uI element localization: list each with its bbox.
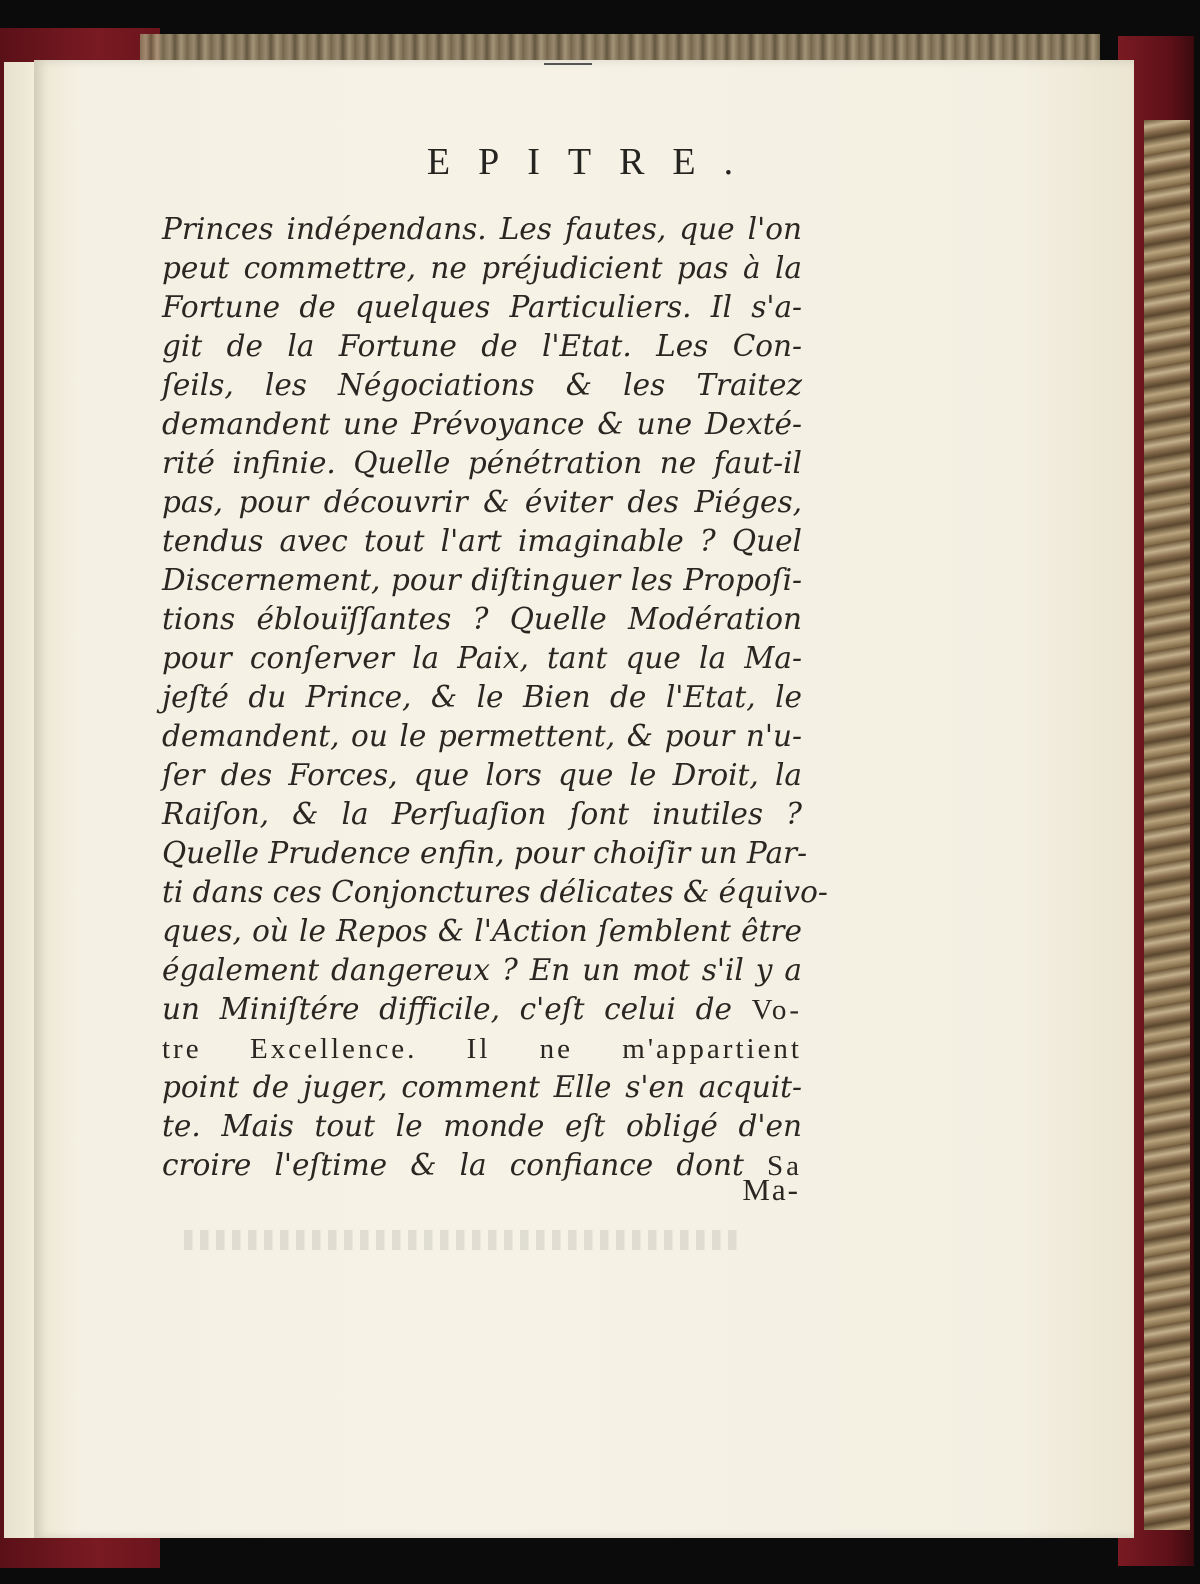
show-through: [184, 1230, 744, 1250]
text-line-with-smallcaps: [162, 1029, 802, 1068]
text-line: également dangereux ? En un mot s'il y a: [162, 953, 802, 987]
text-line: rité infinie. Quelle pénétration ne faut-il: [162, 446, 802, 480]
text-line: te. Mais tout le monde eſt obligé d'en: [162, 1109, 802, 1143]
smallcaps-sa: Sa: [766, 1150, 802, 1182]
text-line-with-smallcaps: [162, 990, 802, 1029]
marbled-page-edge: [1144, 120, 1190, 1530]
smallcaps-excellence: Excellence. Il ne m'appartient: [249, 1033, 802, 1065]
text-segment: croire l'eſtime & la confiance dont: [162, 1148, 744, 1182]
text-line: Discernement, pour diſtinguer les Propoſi-: [162, 563, 802, 597]
text-line: ſeils, les Négociations & les Traitez: [162, 368, 802, 402]
text-line: tions éblouïſſantes ? Quelle Modération: [162, 602, 802, 636]
body-text: [162, 210, 828, 1185]
text-line: demandent, ou le permettent, & pour n'u-: [162, 719, 802, 753]
text-line-with-smallcaps: [162, 1146, 802, 1185]
text-line: Fortune de quelques Particuliers. Il s'a-: [162, 290, 802, 324]
text-line: tendus avec tout l'art imaginable ? Quel: [162, 524, 802, 558]
text-line: pas, pour découvrir & éviter des Piéges,: [162, 485, 802, 519]
text-line: ques, où le Repos & l'Action ſemblent être: [162, 914, 802, 948]
text-line: demandent une Prévoyance & une Dexté-: [162, 407, 802, 441]
text-line: jeſté du Prince, & le Bien de l'Etat, le: [162, 680, 802, 714]
text-line: Quelle Prudence enfin, pour choiſir un Par-: [162, 836, 808, 870]
smallcaps-tre: tre: [162, 1033, 202, 1065]
running-head: EPITRE.: [426, 141, 762, 183]
catchword: Ma-: [742, 1172, 800, 1207]
smallcaps-vo: Vo-: [751, 994, 802, 1026]
text-line: Princes indépendans. Les fautes, que l'on: [162, 212, 802, 246]
text-line: git de la Fortune de l'Etat. Les Con-: [162, 329, 802, 363]
text-line: ſer des Forces, que lors que le Droit, la: [162, 758, 802, 792]
text-line: point de juger, comment Elle s'en acquit-: [162, 1070, 802, 1104]
text-line: peut commettre, ne préjudicient pas à la: [162, 251, 802, 285]
verso-page-edge: [4, 62, 35, 1538]
text-line: pour conſerver la Paix, tant que la Ma-: [162, 641, 802, 675]
recto-page: [34, 60, 1134, 1538]
text-segment: un Miniſtére difficile, c'eſt celui de: [162, 992, 732, 1026]
text-line: Raiſon, & la Perſuaſion ſont inutiles ?: [162, 797, 802, 831]
top-rule: [544, 63, 592, 65]
text-line: ti dans ces Conjonctures délicates & équivo-: [162, 875, 828, 909]
